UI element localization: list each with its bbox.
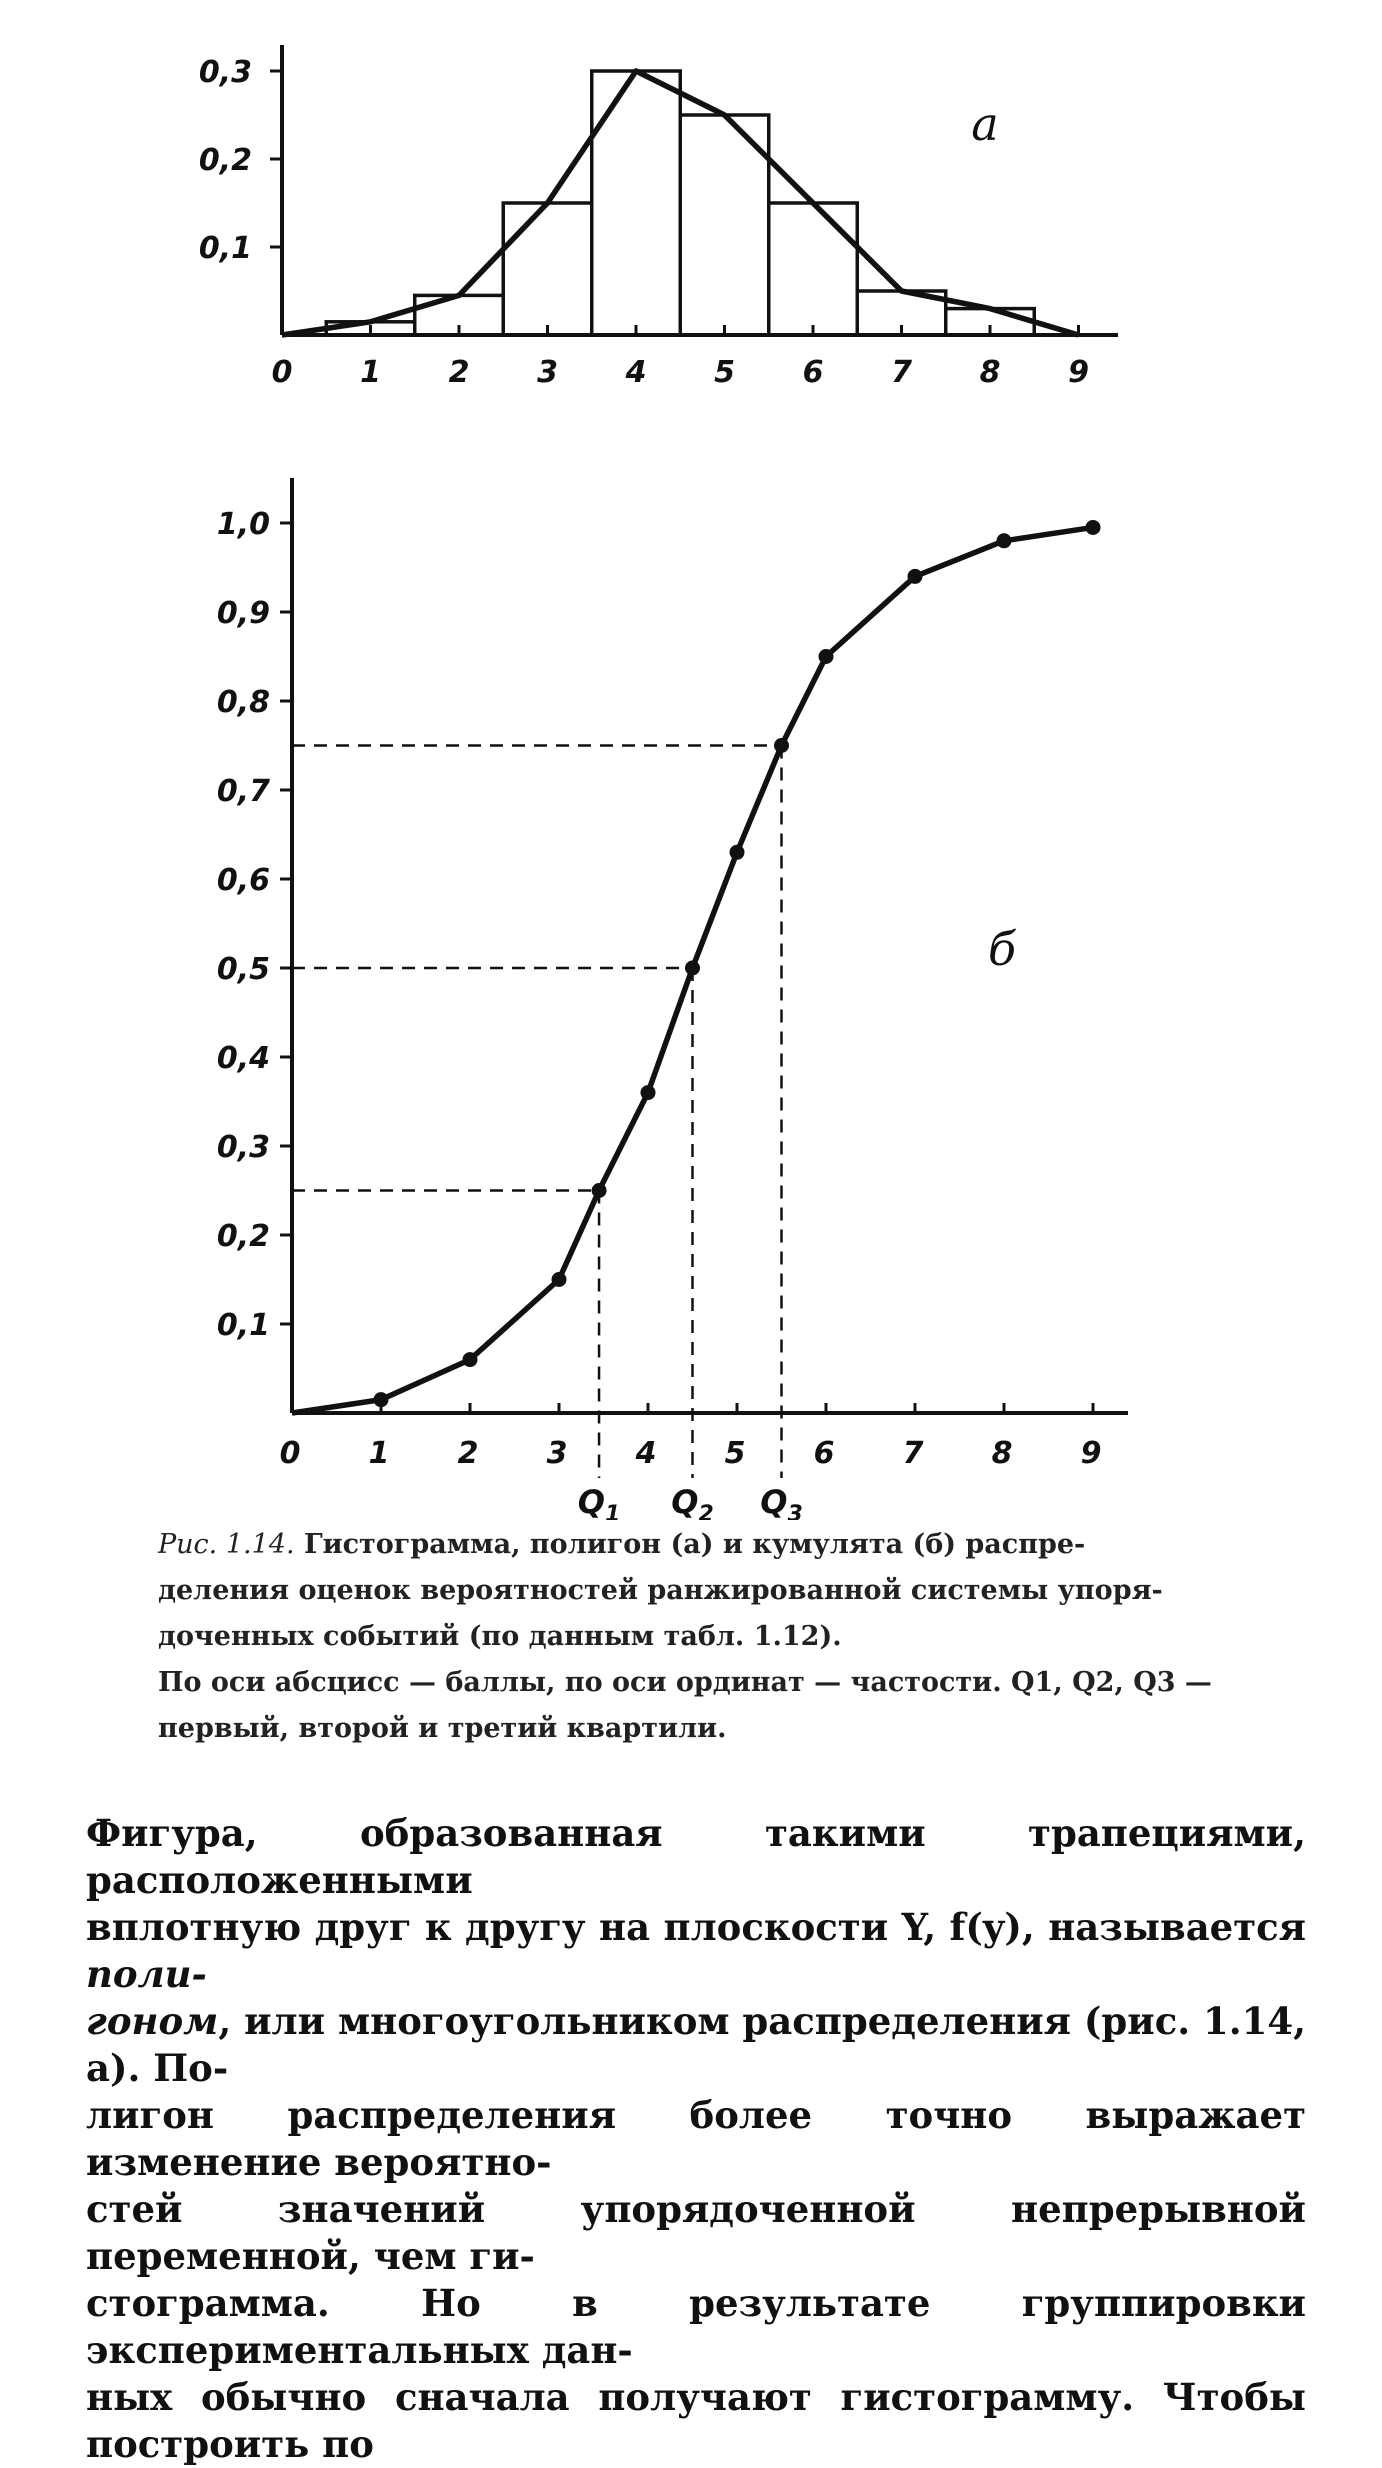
x-tick-label: 6 [813,1436,835,1471]
body-text-span: вплотную друг к другу на плоскости Y, f(y), называется [86,1905,1306,1949]
body-line: стограмма. Но в результате группировки экспериментальных дан- [86,2281,1306,2372]
y-tick-label: 0,5 [216,952,270,987]
x-tick-label: 2 [457,1436,479,1471]
y-tick-label: 0,2 [216,1219,270,1254]
x-tick-label: 0 [279,1436,301,1471]
caption-line: По оси абсцисс — баллы, по оси ординат — частости. Q1, Q2, Q3 — [158,1667,1212,1698]
x-tick-label: 5 [714,355,735,390]
quartile-label: $Q_2$ [671,1483,714,1520]
body-paragraph [86,1810,1306,2468]
panel-label: a [971,97,999,151]
x-tick-label: 5 [724,1436,746,1471]
body-text-span: , или многоугольником распределения (рис. 1.14, а). По- [86,1999,1306,2090]
y-tick-label: 0,4 [216,1041,270,1076]
x-tick-label: 6 [802,355,824,390]
body-line: стей значений упорядоченной непрерывной переменной, чем ги- [86,2187,1306,2278]
body-line: Фигура, образованная такими трапециями, расположенными [86,1811,1306,1902]
x-tick-label: 3 [546,1436,568,1471]
x-tick-label: 7 [902,1436,924,1471]
y-tick-label: 0,7 [216,774,270,809]
quartile-label-subscript: 3 [787,1502,803,1520]
y-tick-label: 0,2 [198,143,252,178]
x-tick-label: 1 [360,355,381,390]
x-tick-label: 3 [537,355,558,390]
histogram-bar [503,203,592,335]
quartile-label: $Q_3$ [760,1483,803,1520]
x-tick-label: 8 [979,355,1001,390]
data-point [463,1352,478,1367]
y-tick-label: 0,9 [216,596,270,631]
body-line: ных обычно сначала получают гистограмму. Чтобы построить по [86,2375,1306,2466]
body-line: лигон распределения более точно выражает изменение вероятно- [86,2093,1306,2184]
quartile-label: $Q_1$ [578,1483,621,1520]
figure-caption [158,1522,1238,1752]
y-tick-label: 0,1 [216,1308,270,1343]
data-point [908,569,923,584]
data-point [592,1183,607,1198]
caption-line: доченных событий (по данным табл. 1.12). [158,1621,842,1652]
x-tick-label: 2 [448,355,470,390]
caption-line: первый, второй и третий квартили. [158,1713,727,1744]
body-line [86,1998,1306,2092]
panel-label: б [987,922,1017,976]
x-tick-label: 0 [271,355,293,390]
y-tick-label: 0,6 [216,863,270,898]
histogram-bar [592,71,681,335]
caption-line: деления оценок вероятностей ранжированной системы упоря- [158,1575,1163,1606]
body-line [86,1904,1306,1998]
data-point [819,649,834,664]
x-tick-label: 4 [635,1436,657,1471]
x-tick-label: 7 [891,355,912,390]
y-tick-label: 0,3 [216,1130,270,1165]
x-tick-label: 8 [991,1436,1013,1471]
histogram-bar [769,203,858,335]
data-point [685,961,700,976]
x-tick-label: 9 [1068,355,1089,390]
data-point [641,1085,656,1100]
x-tick-label: 4 [625,355,647,390]
caption-text: Гистограмма, полигон (а) и кумулята (б) распре- [303,1529,1086,1560]
caption-line [158,1522,1238,1568]
quartile-label-subscript: 1 [604,1502,621,1520]
y-tick-label: 0,8 [216,685,270,720]
y-tick-label: 0,1 [198,231,252,266]
x-tick-label: 9 [1080,1436,1102,1471]
x-tick-label: 1 [368,1436,390,1471]
cumulative-panel [217,478,1128,1520]
caption-figure-ref: Рис. 1.14. [158,1529,295,1560]
body-italic-term: поли- [86,1952,207,1996]
quartile-label-subscript: 2 [698,1502,714,1520]
data-point [997,533,1012,548]
body-italic-term: гоном [86,1999,219,2043]
y-tick-label: 0,3 [198,55,252,90]
data-point [774,738,789,753]
data-point [552,1272,567,1287]
y-tick-label: 1,0 [216,507,270,542]
data-point [730,845,745,860]
data-point [1086,520,1101,535]
histogram-panel [199,45,1118,390]
